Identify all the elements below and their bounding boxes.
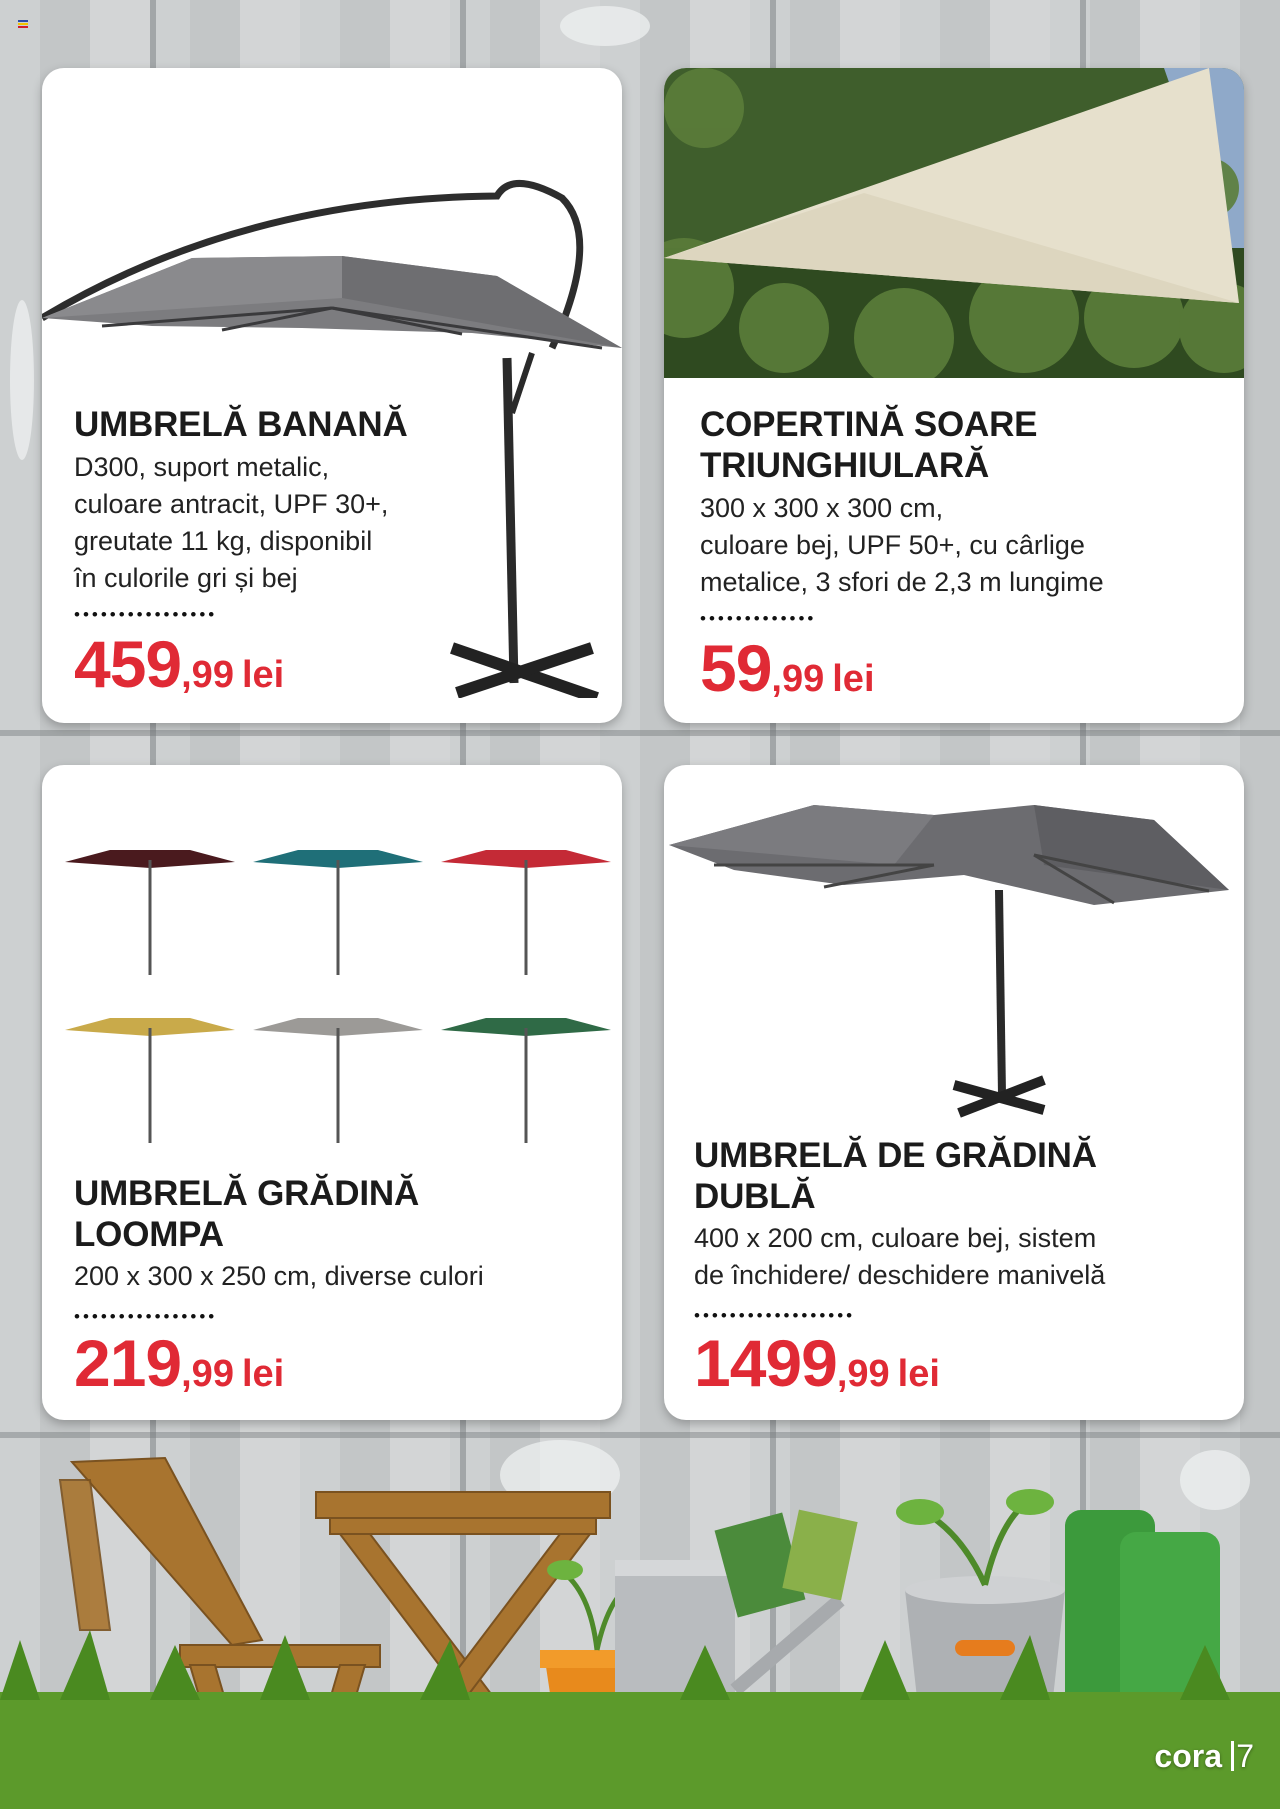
product-card[interactable] — [42, 68, 622, 723]
footer-divider — [1231, 1741, 1234, 1771]
product-description: 200 x 300 x 250 cm, diverse culori — [74, 1261, 484, 1291]
language-flag-icon[interactable] — [18, 20, 28, 28]
fence-rail — [0, 1432, 1280, 1438]
brand-logo: cora — [1154, 1738, 1222, 1774]
dotted-separator: •••••••••••••••• — [74, 605, 218, 624]
page-number: 7 — [1236, 1738, 1254, 1774]
product-title: UMBRELĂ GRĂDINĂ LOOMPA — [74, 1174, 420, 1254]
double-umbrella-image — [664, 795, 1244, 1125]
product-price: 1499,99 lei — [694, 1326, 940, 1400]
product-description: 400 x 200 cm, culoare bej, sistem de închidere/ deschidere manivelă — [694, 1223, 1106, 1290]
product-price: 59,99 lei — [700, 631, 875, 705]
product-price: 219,99 lei — [74, 1326, 285, 1400]
paint-splotch — [10, 300, 34, 460]
product-title: UMBRELĂ DE GRĂDINĂ DUBLĂ — [694, 1136, 1097, 1216]
dotted-separator: •••••••••••••••••• — [694, 1306, 856, 1325]
product-title: UMBRELĂ BANANĂ — [74, 405, 408, 444]
product-price: 459,99 lei — [74, 627, 285, 701]
grass — [0, 1692, 1280, 1809]
umbrella-variant — [253, 1018, 423, 1143]
fence-rail — [0, 730, 1280, 736]
paint-splotch — [560, 6, 650, 46]
product-card[interactable] — [664, 68, 1244, 723]
umbrella-variant — [65, 1018, 235, 1143]
product-description: 300 x 300 x 300 cm, culoare bej, UPF 50+, cu cârlige metalice, 3 sfori de 2,3 m lungime — [700, 493, 1104, 597]
umbrella-variant — [65, 850, 235, 975]
umbrella-variant — [253, 850, 423, 975]
garden-decoration-illustration — [0, 1440, 1280, 1809]
dotted-separator: •••••••••••••••• — [74, 1307, 218, 1326]
product-card[interactable] — [42, 765, 622, 1420]
umbrella-variant — [441, 1018, 611, 1143]
market-umbrellas-image — [42, 825, 622, 1145]
product-description: D300, suport metalic, culoare antracit, UPF 30+, greutate 11 kg, disponibil în culorile gri și bej — [74, 452, 389, 593]
product-card[interactable] — [664, 765, 1244, 1420]
shade-sail-image — [664, 68, 1244, 378]
product-title: COPERTINĂ SOARE TRIUNGHIULARĂ — [700, 405, 1038, 485]
dotted-separator: ••••••••••••• — [700, 609, 817, 628]
umbrella-variant — [441, 850, 611, 975]
